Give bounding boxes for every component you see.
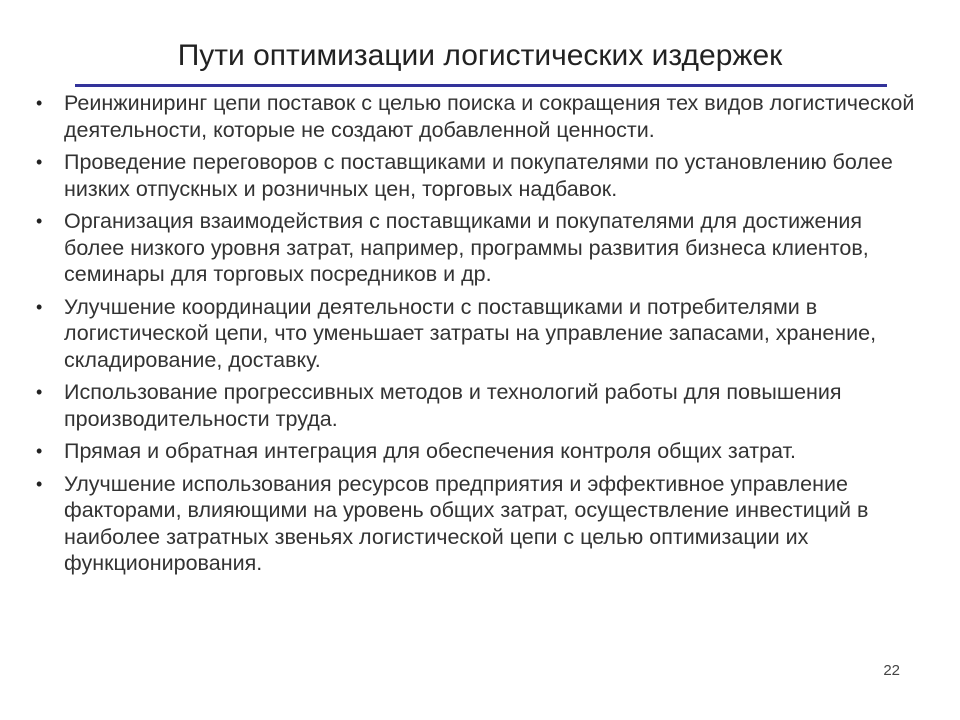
- bullet-dot-icon: •: [36, 473, 43, 494]
- bullet-item: [36, 90, 916, 143]
- bullet-item: [36, 438, 916, 465]
- bullet-text: Реинжиниринг цепи поставок с целью поиска и сокращения тех видов логистической деятельности, которые не создают добавленной ценности.: [64, 91, 915, 142]
- slide-title: Пути оптимизации логистических издержек: [177, 39, 783, 72]
- bullet-text: Использование прогрессивных методов и технологий работы для повышения производительности труда.: [64, 380, 842, 431]
- bullet-item: [36, 149, 916, 202]
- bullet-dot-icon: •: [36, 441, 43, 461]
- bullet-item: [36, 294, 916, 374]
- bullet-item: [36, 208, 916, 288]
- title-underline: [75, 84, 887, 87]
- bullet-text: Улучшение использования ресурсов предприятия и эффективное управление факторами, влияющими на уровень общих затрат, осуществление инвестиций в наиболее затратных звеньях логистической цепи с целью оптимизации их функционирования.: [64, 471, 869, 575]
- bullet-dot-icon: •: [36, 211, 43, 231]
- bullet-item: [36, 471, 916, 577]
- bullet-dot-icon: •: [36, 93, 43, 113]
- bullet-text: Проведение переговоров с поставщиками и покупателями по установлению более низких отпускных и розничных цен, торговых надбавок.: [64, 150, 893, 201]
- bullet-dot-icon: •: [36, 152, 43, 172]
- bullet-dot-icon: •: [36, 382, 43, 402]
- bullet-text: Организация взаимодействия с поставщиками и покупателями для достижения более низкого уровня затрат, например, программы развития бизнеса клиентов, семинары для торговых посредников и др.: [64, 209, 869, 286]
- bullet-list: [36, 90, 916, 583]
- bullet-item: [36, 379, 916, 432]
- page-number: 22: [883, 662, 900, 679]
- bullet-text: Улучшение координации деятельности с поставщиками и потребителями в логистической цепи, что уменьшает затраты на управление запасами, хранение, складирование, доставку.: [64, 294, 877, 372]
- bullet-text: Прямая и обратная интеграция для обеспечения контроля общих затрат.: [64, 439, 796, 463]
- bullet-dot-icon: •: [36, 296, 43, 317]
